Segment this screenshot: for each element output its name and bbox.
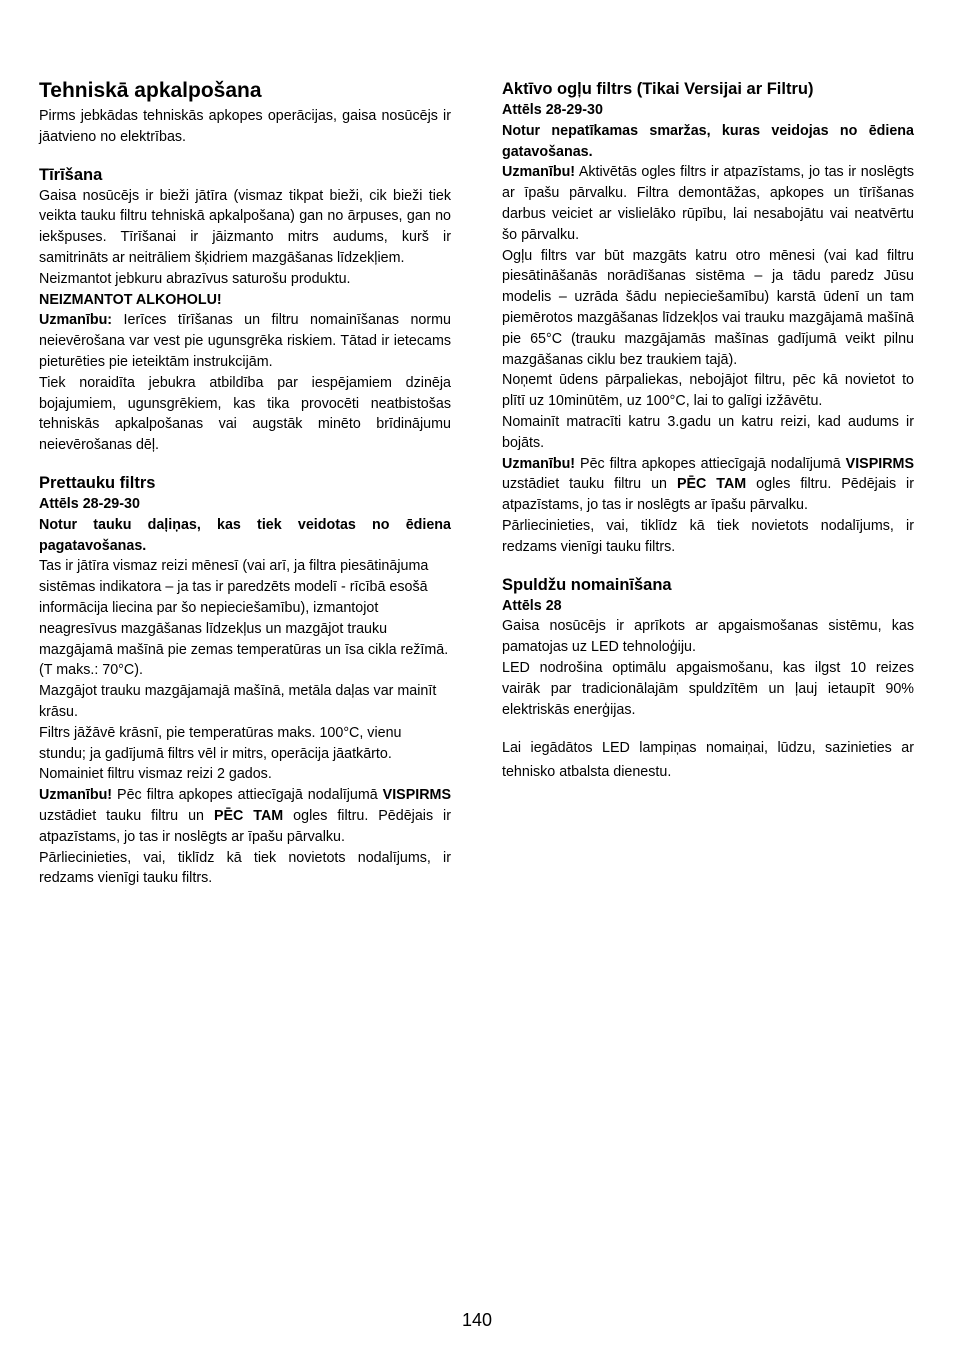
grease-filter-paragraph-1: Tas ir jātīra vismaz reizi mēnesī (vai arī, ja filtra piesātinājuma sistēmas indikatora – ja tas ir paredzēts modelī - rīcībā esošā informācija liecina par šo nepieciešamību), izmantojot neagresīvus mazgāšanas līdzekļus un mazgājot trauku mazgājamā mašīnā pie zemas temperatūras un īsa cikla režīmā. (T maks.: 70°C). [39,558,449,679]
warning-label: Uzmanību: [39,312,113,329]
carbon-filter-title: Aktīvo ogļu filtrs (Tikai Versijai ar Filtru) [502,80,814,98]
carbon-filter-paragraph-3: Nomainīt matracīti katru 3.gadu un katru reizi, kad audums ir bojāts. [502,413,914,451]
maintenance-title: Tehniskā apkalpošana [39,79,262,102]
then-word: PĒC TAM [213,807,284,824]
warning-text: uzstādiet tauku filtru un [39,807,214,824]
cleaning-paragraph-1: Gaisa nosūcējs ir bieži jātīra (vismaz tikpat bieži, cik bieži tiek veikta tauku filtru tehniskā apkalpošana) gan no ārpuses, gan no iekšpuses. Tīrīšanai ir jāizmanto mitrs audums, kurš ir samitrināts ar neitrāliem šķidriem mazgāšanas līdzekļiem. [39,187,451,266]
warning-label: Uzmanību! [502,164,576,181]
warning-text: Aktivētās ogles filtrs ir atpazīstams, jo tas ir noslēgts ar īpašu pārvalku. Filtra demontāžas, apkopes un tīrīšanas darbus veiciet ar vislielāko rūpību, lai nesabojātu vai neatvērtu šo pārvalku. [502,164,914,243]
carbon-filter-paragraph-1: Ogļu filtrs var būt mazgāts katru otro mēnesi (vai kad filtru piesātināšanās norādīšanas sistēma – ja tādu paredz Jūsu modelis – uzrāda šādu nepieciešamību) karstā ūdenī un tam piemērotos mazgāšanas līdzekļos vai trauku mazgājamā mašīnā pie 65°C (trauku mazgājamās mašīnas gadījumā veikt pilnu mazgāšanas ciklu bez traukiem tajā). [502,247,914,368]
warning-label: Uzmanību! [39,787,113,804]
page-number: 140 [461,1310,493,1330]
carbon-filter-warning-2 [502,454,914,516]
maintenance-intro: Pirms jebkādas tehniskās apkopes operācijas, gaisa nosūcējs ir jāatvieno no elektrības. [39,108,451,145]
carbon-filter-paragraph-2: Noņemt ūdens pārpaliekas, nebojājot filtru, pēc kā novietot to plītī uz 10minūtēm, uz 100°C, lai to galīgi izžāvētu. [502,372,914,410]
grease-filter-subtitle: Notur tauku daļiņas, kas tiek veidotas no ēdiena pagatavošanas. [39,516,451,554]
cleaning-title: Tīrīšana [39,165,103,184]
cleaning-warning [39,310,451,372]
warning-text: ogles filtru. Pēdējais ir atpazīstams, jo tas ir noslēgts ar īpašu pārvalku. [502,476,914,514]
lamp-replacement-paragraph-1: Gaisa nosūcējs ir aprīkots ar apgaismošanas sistēmu, kas pamatojas uz LED tehnoloģiju. [502,618,914,656]
lamp-replacement-title: Spuldžu nomainīšana [502,575,672,594]
first-word: VISPIRMS [382,787,451,804]
grease-filter-figures: Attēls 28-29-30 [39,495,140,512]
then-word: PĒC TAM [676,476,747,493]
cleaning-paragraph-3: Tiek noraidīta jebukra atbildība par iespējamiem dzinēja bojajumiem, ugunsgrēkiem, kas tika provocēti neatbistošas tehniskās apkalpošanas vai augstāk minēto brīdinājumu neievērošanas dēļ. [39,374,451,454]
warning-label: Uzmanību! [502,455,576,472]
warning-text: ogles filtru. Pēdējais ir atpazīstams, jo tas ir noslēgts ar īpašu pārvalku. [39,807,451,845]
right-column [502,78,914,784]
left-column [39,78,451,889]
warning-text: Pēc filtra apkopes attiecīgajā nodalījumā [112,787,383,804]
carbon-filter-paragraph-4: Pārliecinieties, vai, tiklīdz kā tiek novietots nodalījums, ir redzams vienīgi tauku filtrs. [502,517,914,555]
grease-filter-title: Prettauku filtrs [39,473,156,492]
grease-filter-paragraph-3: Filtrs jāžāvē krāsnī, pie temperatūras maks. 100°C, vienu stundu; ja gadījumā filtrs vēl ir mitrs, operācija jāatkārto. [39,724,402,762]
grease-filter-paragraph-4: Nomainiet filtru vismaz reizi 2 gados. [39,766,272,783]
warning-text: Ierīces tīrīšanas un filtru nomainīšanas normu neievērošana var vest pie ugunsgrēka riskiem. Tātad ir ietecams pieturēties pie ieteiktām instrukcijām. [39,312,451,370]
cleaning-paragraph-2: Neizmantot jebkuru abrazīvus saturošu produktu. [39,270,351,287]
no-alcohol-notice: NEIZMANTOT ALKOHOLU! [39,291,222,308]
lamp-replacement-figures: Attēls 28 [502,597,562,614]
carbon-filter-figures: Attēls 28-29-30 [502,102,603,118]
warning-text: uzstādiet tauku filtru un [502,476,677,493]
grease-filter-paragraph-5: Pārliecinieties, vai, tiklīdz kā tiek novietots nodalījums, ir redzams vienīgi tauku filtrs. [39,849,451,887]
lamp-replacement-paragraph-2: LED nodrošina optimālu apgaismošanu, kas ilgst 10 reizes vairāk par tradicionālajām spuldzītēm un ļauj ietaupīt 90% elektriskās enerģijas. [502,659,914,718]
carbon-filter-subtitle: Notur nepatīkamas smaržas, kuras veidojas no ēdiena gatavošanas. [502,122,914,160]
warning-text: Pēc filtra apkopes attiecīgajā nodalījumā [575,455,846,472]
first-word: VISPIRMS [845,455,914,472]
grease-filter-warning [39,785,451,847]
carbon-filter-warning [502,162,914,245]
lamp-replacement-paragraph-3: Lai iegādātos LED lampiņas nomaiņai, lūdzu, sazinieties ar tehnisko atbalsta dienestu. [502,740,914,781]
grease-filter-paragraph-2: Mazgājot trauku mazgājamajā mašīnā, metāla daļas var mainīt krāsu. [39,683,437,720]
